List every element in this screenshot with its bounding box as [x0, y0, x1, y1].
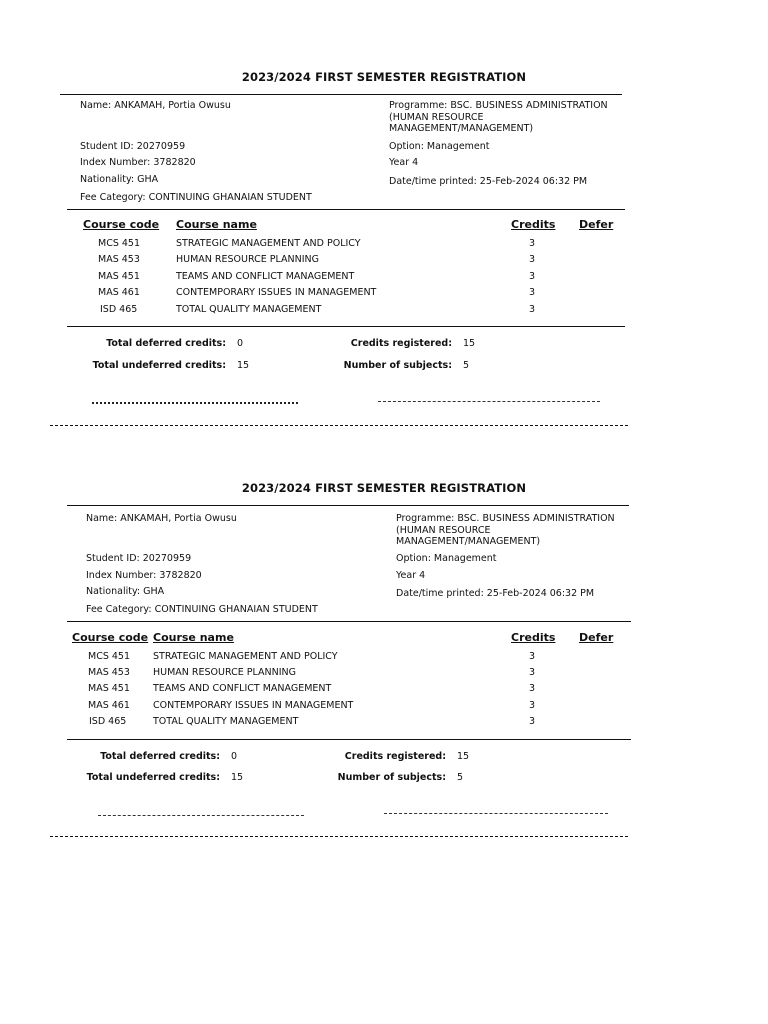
student-name: Name: ANKAMAH, Portia Owusu — [86, 513, 237, 524]
course-name: TOTAL QUALITY MANAGEMENT — [176, 304, 322, 315]
number-of-subjects-value: 5 — [463, 360, 470, 371]
nationality: Nationality: GHA — [86, 586, 165, 597]
credits-header: Credits — [511, 631, 556, 644]
course-credits: 3 — [529, 651, 536, 662]
programme: Programme: BSC. BUSINESS ADMINISTRATION (HUMAN RESOURCE MANAGEMENT/MANAGEMENT) — [396, 513, 615, 547]
year: Year 4 — [389, 157, 419, 168]
date-printed: Date/time printed: 25-Feb-2024 06:32 PM — [396, 588, 595, 599]
total-undeferred-label: Total undeferred credits: — [86, 772, 220, 783]
course-credits: 3 — [529, 667, 536, 678]
title-rule — [67, 505, 629, 506]
credits-header: Credits — [511, 218, 556, 231]
course-name: STRATEGIC MANAGEMENT AND POLICY — [176, 238, 361, 249]
course-credits: 3 — [529, 700, 536, 711]
fee-category: Fee Category: CONTINUING GHANAIAN STUDENT — [86, 604, 318, 615]
student-id: Student ID: 20270959 — [86, 553, 192, 564]
year: Year 4 — [396, 570, 426, 581]
course-code: MAS 451 — [88, 683, 130, 694]
course-name: TEAMS AND CONFLICT MANAGEMENT — [176, 271, 355, 282]
course-name: TEAMS AND CONFLICT MANAGEMENT — [153, 683, 332, 694]
programme: Programme: BSC. BUSINESS ADMINISTRATION (HUMAN RESOURCE MANAGEMENT/MANAGEMENT) — [389, 100, 608, 134]
header-rule — [67, 209, 625, 210]
course-code: MAS 453 — [98, 254, 140, 265]
option: Option: Management — [396, 553, 497, 564]
total-deferred-value: 0 — [231, 751, 238, 762]
course-credits: 3 — [529, 304, 536, 315]
course-code: MAS 453 — [88, 667, 130, 678]
course-code: MCS 451 — [88, 651, 131, 662]
page-title: 2023/2024 FIRST SEMESTER REGISTRATION — [241, 481, 527, 495]
course-name: CONTEMPORARY ISSUES IN MANAGEMENT — [153, 700, 354, 711]
course-name: CONTEMPORARY ISSUES IN MANAGEMENT — [176, 287, 377, 298]
course-credits: 3 — [529, 254, 536, 265]
course-name: HUMAN RESOURCE PLANNING — [176, 254, 319, 265]
table-bottom-rule — [67, 739, 631, 740]
signature-line-right — [384, 813, 608, 814]
course-code: ISD 465 — [100, 304, 138, 315]
course-credits: 3 — [529, 716, 536, 727]
total-undeferred-label: Total undeferred credits: — [92, 360, 226, 371]
course-code-header: Course code — [72, 631, 149, 644]
course-credits: 3 — [529, 683, 536, 694]
course-credits: 3 — [529, 287, 536, 298]
course-code: ISD 465 — [89, 716, 127, 727]
course-credits: 3 — [529, 238, 536, 249]
number-of-subjects-label: Number of subjects: — [337, 772, 446, 783]
course-code: MAS 451 — [98, 271, 140, 282]
signature-line-right — [378, 401, 600, 402]
course-code-header: Course code — [83, 218, 160, 231]
date-printed: Date/time printed: 25-Feb-2024 06:32 PM — [389, 176, 588, 187]
number-of-subjects-label: Number of subjects: — [343, 360, 452, 371]
credits-registered-value: 15 — [457, 751, 470, 762]
course-code: MCS 451 — [98, 238, 141, 249]
total-deferred-label: Total deferred credits: — [100, 751, 220, 762]
signature-line-left — [92, 402, 298, 404]
fee-category: Fee Category: CONTINUING GHANAIAN STUDENT — [80, 192, 312, 203]
course-credits: 3 — [529, 271, 536, 282]
course-name-header: Course name — [153, 631, 234, 644]
index-number: Index Number: 3782820 — [80, 157, 196, 168]
credits-registered-value: 15 — [463, 338, 476, 349]
course-code: MAS 461 — [88, 700, 130, 711]
page-title: 2023/2024 FIRST SEMESTER REGISTRATION — [241, 70, 527, 84]
option: Option: Management — [389, 141, 490, 152]
defer-header: Defer — [579, 218, 614, 231]
course-name-header: Course name — [176, 218, 257, 231]
total-deferred-label: Total deferred credits: — [106, 338, 226, 349]
defer-header: Defer — [579, 631, 614, 644]
index-number: Index Number: 3782820 — [86, 570, 202, 581]
course-name: HUMAN RESOURCE PLANNING — [153, 667, 296, 678]
number-of-subjects-value: 5 — [457, 772, 464, 783]
title-rule — [60, 94, 622, 95]
cut-line — [50, 425, 628, 426]
table-bottom-rule — [67, 326, 625, 327]
course-name: STRATEGIC MANAGEMENT AND POLICY — [153, 651, 338, 662]
credits-registered-label: Credits registered: — [344, 751, 446, 762]
signature-line-left — [98, 815, 304, 816]
credits-registered-label: Credits registered: — [350, 338, 452, 349]
header-rule — [67, 621, 631, 622]
total-undeferred-value: 15 — [237, 360, 250, 371]
total-deferred-value: 0 — [237, 338, 244, 349]
student-name: Name: ANKAMAH, Portia Owusu — [80, 100, 231, 111]
cut-line — [50, 836, 628, 837]
student-id: Student ID: 20270959 — [80, 141, 186, 152]
total-undeferred-value: 15 — [231, 772, 244, 783]
course-name: TOTAL QUALITY MANAGEMENT — [153, 716, 299, 727]
nationality: Nationality: GHA — [80, 174, 159, 185]
course-code: MAS 461 — [98, 287, 140, 298]
